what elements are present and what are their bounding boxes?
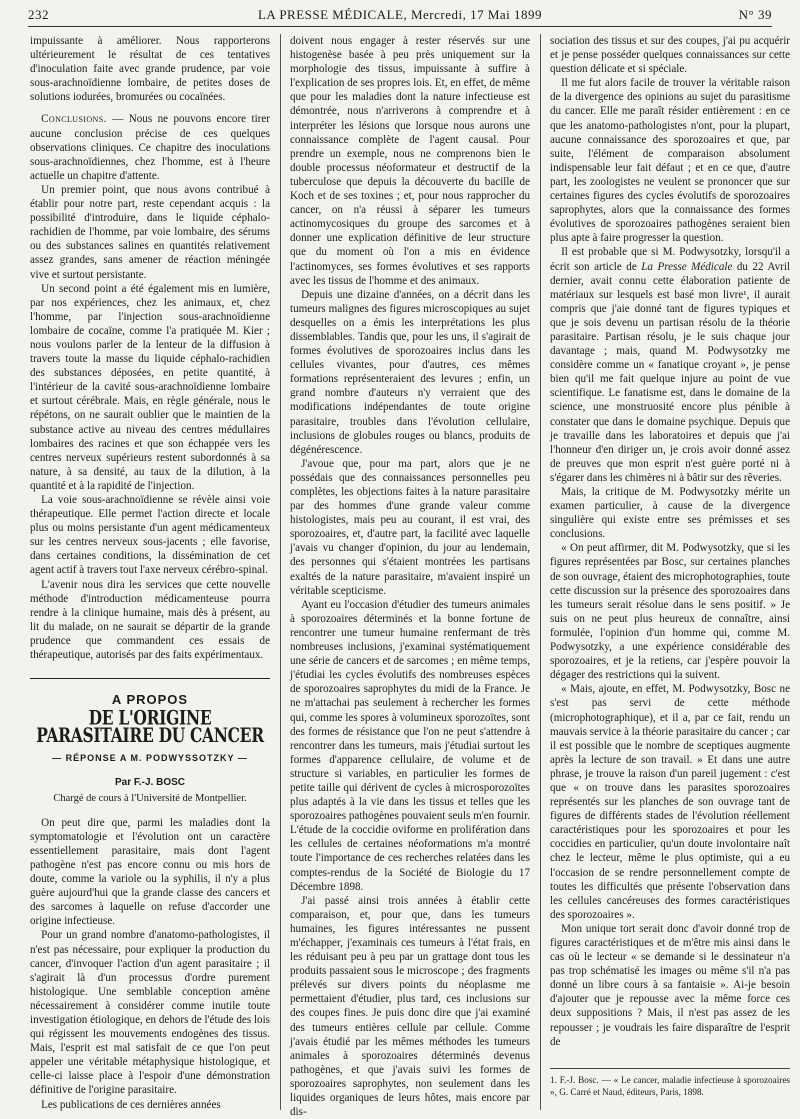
article-title: DE L'ORIGINE PARASITAIRE DU CANCER: [36, 705, 264, 748]
column-3: [550, 34, 790, 1048]
issue-number: N° 39: [738, 7, 772, 22]
paragraph: J'ai passé ainsi trois années à établir cette comparaison, et, pour que, dans les tumeurs humaines, les figures intéressantes ne pussent m'échapper, j'examinais ces tumeurs à l'état frais, en les réduisant peu à peu par un grattage dont tous les produits passaient sous le microscope ; des fragments prélevés sur divers points du néoplasme me permettaient d'étudier, plus tard, ces inclusions sur des coupes fines. Je puis donc dire que j'ai examiné des tumeurs entières cellule par cellule. Comme j'avais étudié par les mêmes méthodes les tumeurs animales à sporozoaires déterminés devenus pathogènes, et que j'avais suivi les formes de sporozoaires saprophytes, non seulement dans les liquides organiques de leurs hôtes, mais encore par dis-: [290, 894, 530, 1119]
paragraph: « On peut affirmer, dit M. Podwysotzky, que si les figures représentées par Bosc, sur certaines planches de son ouvrage, étaient des microphotographies, toute cette discussion sur la présence des sporozoaires dans les tumeurs serait résolue dans le sens positif. » Je suis on ne peut plus heureux de connaître, ainsi formulée, l'opinion d'un homme qui, comme M. Podwysotzky, a une expérience considérable des sporozoaires, et je la retiens, car j'espère pouvoir la dégager des restrictions qui la suivent.: [550, 542, 790, 682]
running-header: [28, 4, 772, 27]
paragraph: Depuis une dizaine d'années, on a décrit dans les tumeurs malignes des figures microscopiques au sujet desquelles on a émis les interprétations les plus dissemblables. Tandis que, pour les uns, il s'agirait de formes évolutives de sporozoaires inclus dans les cellules vivantes, pour d'autres, ces mêmes formations représenteraient des levures ; enfin, un grand nombre d'auteurs n'y verraient que des modifications indépendantes de toute origine parasitaire, troubles dans l'évolution cellulaire, inclusions de globules rouges ou blancs, produits de dégénérescence.: [290, 288, 530, 456]
journal-name-italic: La Presse Médicale: [641, 260, 733, 273]
conclusions-text: — Nous ne pouvons encore tirer aucune conclusion précise de ces quelques observations cliniques. Ce chapitre des inoculations sous-arachnoïdiennes, chez l'homme, est à l'heure actuelle un chapitre d'attente.: [30, 113, 270, 182]
column-divider: [540, 34, 541, 1110]
article-subtitle: — RÉPONSE A M. PODWYSSOTZKY —: [52, 753, 248, 764]
paragraph: Un premier point, que nous avons contribué à établir pour notre part, reste cependant acquis : la possibilité d'introduire, dans le liquide céphalo-rachidien de l'homme, par voie lombaire, des sérums ou des substances salines en quantités relativement assez grandes, sans amener de réaction méningée vive et surtout persistante.: [30, 183, 270, 281]
section-rule: [30, 678, 270, 679]
author-affiliation: Chargé de cours à l'Université de Montpellier.: [53, 792, 247, 804]
conclusions-label: Conclusions.: [41, 113, 107, 126]
paragraph: impuissante à améliorer. Nous rapporterons ultérieurement le résultat de ces tentatives d'inoculation faite avec grande prudence, par voie sous-arachnoïdienne lombaire, de petites doses de solutions iodurées, bromurées ou cocaïnées.: [30, 35, 270, 104]
paragraph: La voie sous-arachnoïdienne se révèle ainsi voie thérapeutique. Elle permet l'action directe et locale plus ou moins persistante d'un agent médicamenteux sur les centres nerveux sous-jacents ; elle favorise, dans certaines conditions, la dissémination de cet agent actif à travers tout l'axe nerveux cérébro-spinal.: [30, 494, 270, 577]
article-kicker: A PROPOS: [111, 692, 189, 708]
paragraph: [550, 245, 790, 485]
column-2: [290, 34, 530, 1119]
footnote: 1. F.-J. Bosc. — « Le cancer, maladie infectieuse à sporozoaires », G. Carré et Naud, éditeurs, Paris, 1898.: [550, 1068, 790, 1098]
paragraph: doivent nous engager à rester réservés sur une histogenèse basée à peu près uniquement sur la morphologie des tissus, impuissante à suffire à l'explication de ses propres lois. Et, en effet, de même que pour les maladies dont la nature infectieuse est démontrée, nous n'arriverons à comprendre et à interpréter les lésions que lorsque nous aurons une connaissance complète de l'agent causal. Pour prendre un exemple, nous ne comprenons bien le double processus néoformateur et destructif de la tuberculose que depuis la découverte du bacille de Koch et de ses toxines ; et, pour nous rapprocher du cancer, on n'a réussi à séparer les tumeurs actinomycosiques du groupe des sarcomes et à donner une explication définitive de leur structure que du moment où l'on a mis en évidence l'actinomyces, ses formes évolutives et ses rapports avec les tissus de l'homme et des animaux.: [290, 35, 530, 287]
paragraph: Pour un grand nombre d'anatomo-pathologistes, il n'est pas nécessaire, pour expliquer la production du cancer, d'invoquer l'action d'un agent parasitaire ; il s'agirait là d'un processus d'ordre purement histologique. Une semblable conception amène nécessairement à considérer comme inutile toute investigation étiologique, en dehors de l'étude des lois qui régissent les mouvements endogènes des tissus. Mais, l'esprit est mal satisfait de ce que l'on peut appeler une véritable métaphysique histologique, et celle-ci laisse place à l'espoir d'une démonstration définitive de l'origine parasitaire.: [30, 929, 270, 1097]
paragraph: Ayant eu l'occasion d'étudier des tumeurs animales à sporozoaires déterminés et la bonne fortune de rencontrer une tumeur humaine renfermant de très nombreuses inclusions, j'examinai systématiquement une série de cancers et de sarcomes ; en même temps, j'étudiai les cycles évolutifs des nombreuses espèces de sporozoaires saprophytes du midi de la France. Je ne m'attachai pas seulement à rechercher les formes qui, comme les spores à volumineux sporozoïtes, sont des formes de résistance que l'on ne peut s'attendre à rencontrer dans les tumeurs, mais j'étudiai surtout les formes d'apparence cellulaire, de volume et de structure si variables, en particulier les formes de petite taille qui dérivent de cycles à microsporozoïtes plus adaptés à la vie dans les tissus et telles que les sporozoaires pathogènes pouvaient seuls m'en fournir. L'étude de la coccidie oviforme en prolifération dans les cellules de certaines néoformations m'a montré toute l'importance de ces recherches relatées dans les comptes-rendus de la Société de Biologie du 17 Décembre 1898.: [290, 598, 530, 893]
paragraph: Mon unique tort serait donc d'avoir donné trop de figures caractéristiques et de m'être mis ainsi dans le cas où le lecteur « se demande si le dessinateur n'a pas trop schématisé les images ou même s'il n'a pas donné un libre cours à sa fantaisie ». Ai-je besoin d'ajouter que je repousse avec la même force ces deux suppositions ? Mais, il n'est pas assez de les repousser ; je voudrais les faire disparaître de l'esprit de: [550, 922, 790, 1048]
paragraph: Les publications de ces dernières années: [41, 1098, 221, 1111]
journal-title: LA PRESSE MÉDICALE, Mercredi, 17 Mai 1899: [257, 7, 543, 22]
paragraph: On peut dire que, parmi les maladies dont la symptomatologie et l'évolution ont un caractère essentiellement parasitaire, mais dont l'agent pathogène n'est pas encore connu ou mis hors de doute, comme la variole ou la syphilis, il n'y a plus guère aujourd'hui que la grande classe des cancers et des sarcomes à laquelle on refuse d'accorder une origine infectieuse.: [30, 816, 270, 928]
paragraph: sociation des tissus et sur des coupes, j'ai pu acquérir et je pense posséder quelques connaissances sur cette question délicate et si spéciale.: [550, 35, 790, 76]
text-run: du 22 Avril dernier, avait connu cette élaboration patiente de matériaux sur lesquels est basé mon livre¹, il aurait compris que j'aie donné tant de figures typiques et que je sois devenu un partisan résolu de la théorie parasitaire. Partisan résolu, je le suis chaque jour davantage ; mais, quand M. Podwysotzky me considère comme un « fanatique croyant », je pense bien qu'il me fait quelque injure au point de vue scientifique. Le fanatisme est, dans le domaine de la science, une monstruosité encore plus pénible à constater que dans le domaine psychique. Depuis que je travaille dans les laboratoires et depuis que j'ai l'honneur d'en diriger un, je crois avoir donné assez de preuves que mon esprit n'est guère porté ni à s'égarer dans les chimères ni à bâtir sur des rêveries.: [550, 260, 790, 484]
paragraph: J'avoue que, pour ma part, alors que je ne possédais que des connaissances personnelles peu complètes, les objections faites à la nature parasitaire par des hommes d'une grande valeur comme histologistes, mais peu au courant, il est vrai, des sporozoaires, et, d'autre part, la facilité avec laquelle j'avais vu changer d'opinion, du jour au lendemain, des personnes qui s'étaient montrées les partisans exaltés de la nature parasitaire, m'avaient inspiré un véritable scepticisme.: [290, 457, 530, 597]
paragraph: L'avenir nous dira les services que cette nouvelle méthode d'introduction médicamenteuse pourra rendre à la clinique humaine, mais dès à présent, au lit du malade, on ne saurait se départir de la grande prudence que commandent ces essais de thérapeutique, autorisés par des faits expérimentaux.: [30, 578, 270, 662]
text-run: Il est probable que si M. Podwysotzky, lorsqu'il a écrit son article de: [550, 246, 790, 273]
column-divider: [280, 34, 281, 1110]
conclusions-paragraph: [30, 112, 270, 182]
article-heading: [30, 678, 270, 806]
paragraph: « Mais, ajoute, en effet, M. Podwysotzky, Bosc ne s'est pas servi de cette méthode (microphotographique), et il a, par ce fait, rendu un mauvais service à la théorie parasitaire du cancer ; car il est possible que le nombre de sceptiques augmente après la lecture de son travail. » Et dans une autre phrase, je trouve la raison d'un pareil jugement : c'est que « on trouve dans les parasites sporozoaires représentés sur les planches de son ouvrage tant de figures de différents stades de l'évolution réellement caractéristiques pour les sporozoaires et pour les coccidies en particulier, qu'un doute involontaire naît chez le lecteur, même le plus optimiste, qui a eu l'occasion de se rendre personnellement compte de toutes les difficultés que présente l'observation dans les cellules cancéreuses des formes caractéristiques des sporozoaires ».: [550, 683, 790, 921]
paragraph: Un second point a été également mis en lumière, par nos expériences, chez les animaux, et, chez l'homme, par l'injection sous-arachnoïdienne lombaire de cocaïne, comme l'a pratiquée M. Kier ; nous voulons parler de la lenteur de la diffusion à travers toute la masse du liquide céphalo-rachidien des substances déposées, en petite quantité, à l'intérieur de la cavité sous-arachnoïdienne lombaire et surtout cérébrale. Mais, en règle générale, nous le répétons, on ne saurait oublier que le maintien de la substance active au niveau des centres médullaires lombaires des racines et que son échappée vers les centres nerveux supérieurs restent subordonnés à sa nature, à sa densité, au taux de la dilution, à la quantité et à la rapidité de l'injection.: [30, 282, 270, 492]
paragraph: Il me fut alors facile de trouver la véritable raison de la divergence des opinions au sujet du parasitisme du cancer. Elle me paraît résider entièrement : en ce que les anatomo-pathologistes n'ont, pour la plupart, aucune connaissance des sporozoaires et que, par suite, l'élément de comparaison absolument indispensable leur fait défaut ; et en ce que, d'autre part, les zoologistes ne veulent se prononcer que sur certaines figures des cycles évolutifs de sporozoaires saprophytes, alors que la connaissance des formes évolutives de sporozoaires pathogènes seraient bien plus apte à faire progresser la question.: [550, 77, 790, 245]
column-1: [30, 34, 270, 1110]
article-byline: Par F.-J. BOSC: [114, 776, 186, 788]
page-number: 232: [28, 7, 49, 22]
paragraph: Mais, la critique de M. Podwysotzky mérite un examen particulier, à cause de la divergence singulière qui existe entre ses prémisses et ses conclusions.: [550, 486, 790, 541]
